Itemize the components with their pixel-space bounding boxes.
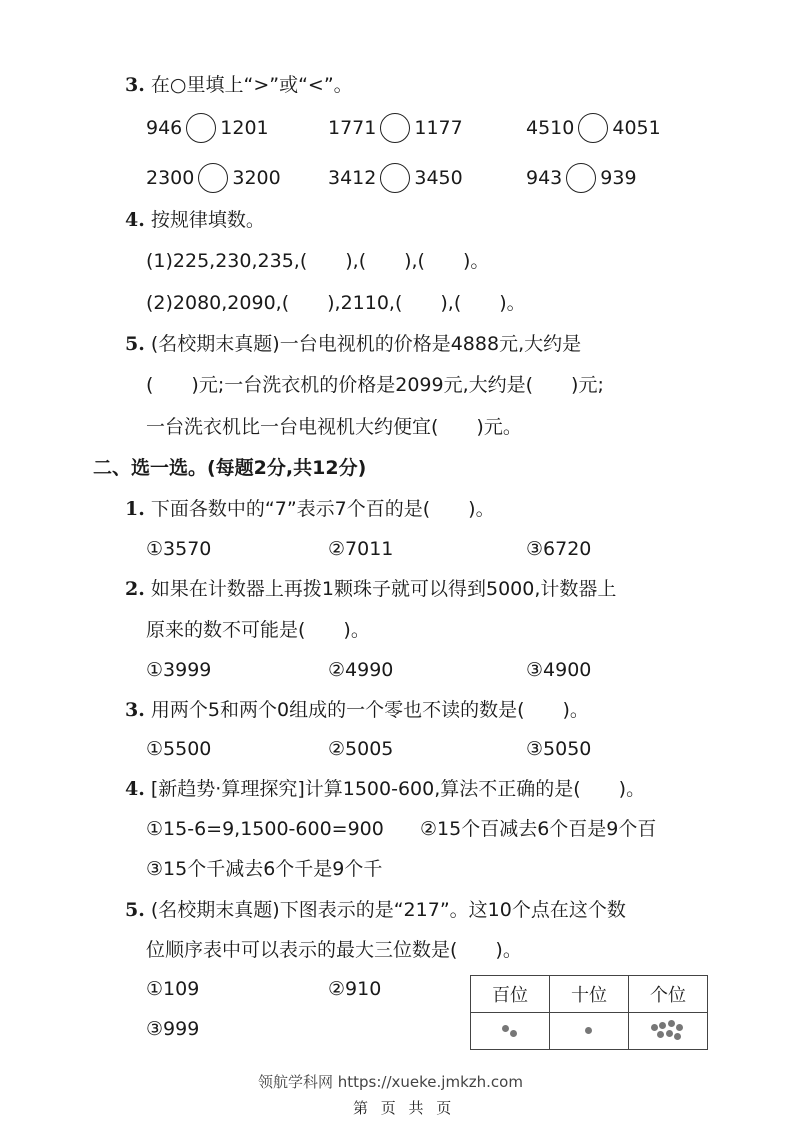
bead-dot [659, 1022, 666, 1029]
answer-circle[interactable] [380, 113, 410, 143]
choice-question-2 [125, 576, 616, 602]
question-text: [新趋势·算理探究]计算1500-600,算法不正确的是( )。 [150, 778, 646, 800]
answer-circle[interactable] [578, 113, 608, 143]
question-number: 2. [125, 578, 145, 600]
option-1[interactable]: ①109 [146, 978, 200, 1000]
bead-dot [502, 1025, 509, 1032]
option-1[interactable]: ①3999 [146, 659, 212, 681]
question-number: 3. [125, 699, 145, 721]
sequence-line-1[interactable]: (1)225,230,235,( ),( ),( )。 [146, 250, 490, 272]
option-1[interactable]: ①15-6=9,1500-600=900 [146, 818, 384, 840]
option-1[interactable]: ①5500 [146, 738, 212, 760]
option-2[interactable]: ②5005 [328, 738, 394, 760]
compare-left: 4510 [526, 117, 575, 139]
option-2[interactable]: ②15个百减去6个百是9个百 [420, 818, 657, 840]
sequence-line-2[interactable]: (2)2080,2090,( ),2110,( ),( )。 [146, 292, 526, 314]
question-text-line: (名校期末真题)一台电视机的价格是4888元,大约是 [150, 333, 582, 355]
compare-item [526, 163, 637, 193]
choice-question-5 [125, 897, 626, 923]
answer-circle[interactable] [198, 163, 228, 193]
header-tens: 十位 [550, 976, 629, 1013]
answer-circle[interactable] [186, 113, 216, 143]
compare-right: 1201 [220, 117, 269, 139]
option-2[interactable]: ②4990 [328, 659, 394, 681]
bead-dot [657, 1031, 664, 1038]
compare-left: 1771 [328, 117, 377, 139]
answer-circle[interactable] [380, 163, 410, 193]
option-3[interactable]: ③5050 [526, 738, 592, 760]
bead-dot [651, 1024, 658, 1031]
header-hundreds: 百位 [471, 976, 550, 1013]
compare-left: 943 [526, 167, 563, 189]
choice-question-3 [125, 697, 589, 723]
option-2[interactable]: ②910 [328, 978, 382, 1000]
page-number: 第 页 共 页 [353, 1099, 456, 1117]
tens-cell [550, 1013, 629, 1050]
question-text: 下面各数中的“7”表示7个百的是( )。 [150, 498, 495, 520]
section-title: 二、选一选。(每题2分,共12分) [93, 457, 367, 479]
question-text: 在○里填上“>”或“<”。 [150, 74, 353, 96]
question-text-line: 如果在计数器上再拨1颗珠子就可以得到5000,计数器上 [150, 578, 617, 600]
question-4 [125, 207, 265, 233]
compare-item [526, 113, 661, 143]
bead-dot [676, 1024, 683, 1031]
question-number: 4. [125, 209, 145, 231]
compare-right: 4051 [612, 117, 661, 139]
compare-left: 2300 [146, 167, 195, 189]
ones-cell [629, 1013, 708, 1050]
source-watermark: 领航学科网 https://xueke.jmkzh.com [258, 1073, 523, 1091]
compare-right: 3450 [414, 167, 463, 189]
choice-question-4 [125, 776, 645, 802]
bead-dot [510, 1030, 517, 1037]
compare-item [146, 163, 281, 193]
question-text-line[interactable]: 一台洗衣机比一台电视机大约便宜( )元。 [146, 416, 522, 438]
place-value-table [470, 975, 708, 1050]
bead-dot [666, 1030, 673, 1037]
bead-dot [668, 1020, 675, 1027]
compare-left: 3412 [328, 167, 377, 189]
header-ones: 个位 [629, 976, 708, 1013]
question-number: 4. [125, 778, 145, 800]
question-text-line: (名校期末真题)下图表示的是“217”。这10个点在这个数 [150, 899, 626, 921]
compare-item [328, 163, 463, 193]
compare-left: 946 [146, 117, 183, 139]
compare-right: 3200 [232, 167, 281, 189]
question-text: 用两个5和两个0组成的一个零也不读的数是( )。 [150, 699, 589, 721]
question-3 [125, 72, 353, 98]
option-3[interactable]: ③4900 [526, 659, 592, 681]
question-5 [125, 331, 581, 357]
option-3[interactable]: ③15个千减去6个千是9个千 [146, 858, 383, 880]
option-2[interactable]: ②7011 [328, 538, 394, 560]
compare-item [328, 113, 463, 143]
question-text-line[interactable]: ( )元;一台洗衣机的价格是2099元,大约是( )元; [146, 374, 604, 396]
compare-item [146, 113, 269, 143]
question-number: 5. [125, 333, 145, 355]
question-number: 5. [125, 899, 145, 921]
option-3[interactable]: ③6720 [526, 538, 592, 560]
question-text-line: 原来的数不可能是( )。 [146, 619, 370, 641]
bead-dot [674, 1033, 681, 1040]
answer-circle[interactable] [566, 163, 596, 193]
choice-question-1 [125, 496, 495, 522]
hundreds-cell [471, 1013, 550, 1050]
compare-right: 939 [600, 167, 637, 189]
question-text-line: 位顺序表中可以表示的最大三位数是( )。 [146, 939, 522, 961]
question-number: 1. [125, 498, 145, 520]
question-text: 按规律填数。 [150, 209, 265, 231]
compare-right: 1177 [414, 117, 463, 139]
option-3[interactable]: ③999 [146, 1018, 200, 1040]
question-number: 3. [125, 74, 145, 96]
bead-dot [585, 1027, 592, 1034]
option-1[interactable]: ①3570 [146, 538, 212, 560]
